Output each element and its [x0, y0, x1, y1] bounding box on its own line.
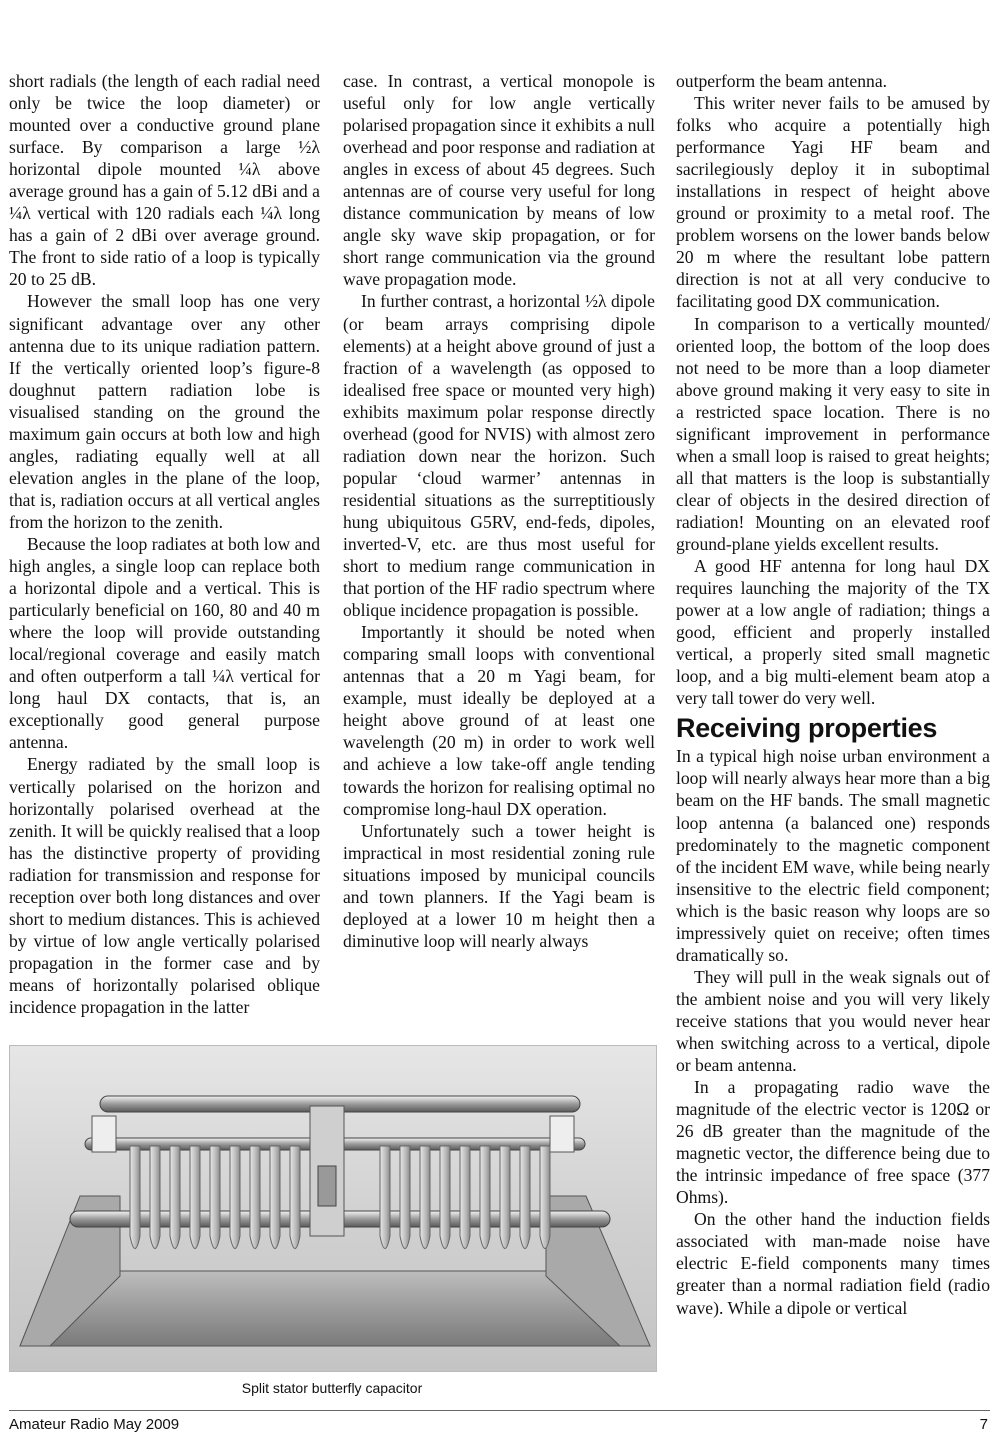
capacitor-plate [460, 1146, 470, 1249]
capacitor-plate [480, 1146, 490, 1249]
capacitor-plate [520, 1146, 530, 1249]
paragraph: outperform the beam antenna. [676, 71, 888, 91]
figure-caption: Split stator butterfly capacitor [241, 1380, 423, 1396]
capacitor-plate [150, 1146, 160, 1249]
capacitor-plate [230, 1146, 240, 1249]
capacitor-plate [500, 1146, 510, 1249]
capacitor-plate [380, 1146, 390, 1249]
paragraph: A good HF antenna for long haul DX requires launching the majority of the TX power at a low angle of radiation; things a good, efficient and properly installed vertical, a properly sited small magnetic loop, and a big multi-element beam atop a very tall tower do very well. [676, 556, 990, 709]
paragraph: In further contrast, a horizontal ½λ dipole (or beam arrays comprising dipole elements) at a height above ground of just a fraction of a wavelength (as opposed to idealised free space or mounted very high) exhibits maximum polar response directly overhead (good for NVIS) with almost zero radiation down near the horizon. Such popular ‘cloud warmer’ antennas in residential situations as the surreptitiously hung ubiquitous G5RV, end-feds, dipoles, inverted-V, etc. are thus most useful for short to medium range communication in that portion of the HF radio spectrum where oblique incidence propagation is possible. [343, 291, 655, 621]
capacitor-plate [250, 1146, 260, 1249]
capacitor-plate [190, 1146, 200, 1249]
capacitor-plate [540, 1146, 550, 1249]
paragraph: short radials (the length of each radial need only be twice the loop diameter) or mounted over a conductive ground plane surface. By comparison a large ½λ horizontal dipole mounted ¼λ above average ground has a gain of 5.12 dBi and a ¼λ vertical with 120 radials each ¼λ long has a gain of 2 dBi over average ground. The front to side ratio of a loop is typically 20 to 25 dB. [9, 71, 320, 290]
capacitor-plate [290, 1146, 300, 1249]
column-2 [343, 70, 655, 952]
section-heading: Receiving properties [676, 713, 938, 744]
paragraph: In comparison to a vertically mounted/ oriented loop, the bottom of the loop does not need to be more than a loop diameter above ground making it very easy to site in a restricted space location. There is no significant improvement in performance when a small loop is raised to great heights; all that matters is the loop is substantially clear of objects in the desired direction of radiation! Mounting on an elevated roof ground-plane yields excellent results. [676, 313, 990, 554]
capacitor-plate [210, 1146, 220, 1249]
paragraph: In a typical high noise urban environment a loop will nearly always hear more than a big beam on the HF bands. The small magnetic loop antenna (a balanced one) responds predominately to the magnetic component of the incident EM wave, while being nearly insensitive to the electric field component; which is the basic reason why loops are so impressively quiet on receive; often times dramatically so. [676, 746, 990, 965]
footer-divider [9, 1410, 990, 1411]
paragraph: Unfortunately such a tower height is impractical in most residential zoning rule situations imposed by municipal councils and town planners. If the Yagi beam is deployed at a lower 10 m height then a diminutive loop will nearly always [343, 820, 655, 951]
column-3 [676, 70, 990, 1319]
paragraph: However the small loop has one very significant advantage over any other antenna due to its unique radiation pattern. If the vertically oriented loop’s figure-8 doughnut pattern radiation lobe is visualised standing on the ground the maximum gain occurs at both low and high angles, radiating equally well at all elevation angles in the plane of the loop, that is, radiation occurs at all vertical angles from the horizon to the zenith. [9, 291, 320, 532]
capacitor-plate [420, 1146, 430, 1249]
capacitor-plate [170, 1146, 180, 1249]
column-1 [9, 70, 320, 1018]
capacitor-plate [270, 1146, 280, 1249]
page-number: 7 [979, 1416, 988, 1433]
paragraph: On the other hand the induction fields associated with man-made noise have electric E-field components many times greater than a normal radiation field (radio wave). While a dipole or vertical [676, 1209, 990, 1318]
paragraph: Energy radiated by the small loop is vertically polarised on the horizon and horizontally polarised overhead at the zenith. It will be quickly realised that a loop has the distinctive property of providing radiation for transmission and response for reception over both long distances and over short to medium distances. This is achieved by virtue of low angle vertically polarised propagation in the former case and by means of horizontally polarised oblique incidence propagation in the latter [9, 754, 320, 1017]
capacitor-plate [130, 1146, 140, 1249]
capacitor-photo [9, 1045, 657, 1372]
footer-publication: Amateur Radio May 2009 [9, 1416, 180, 1433]
paragraph: This writer never fails to be amused by folks who acquire a potentially high performance Yagi HF beam and sacrilegiously deploy it in suboptimal installations in respect of height above ground or proximity to a metal roof. The problem worsens on the lower bands below 20 m where the resultant lobe pattern direction is not at all very conducive to facilitating good DX communication. [676, 93, 990, 312]
capacitor-plate [400, 1146, 410, 1249]
paragraph: In a propagating radio wave the magnitude of the electric vector is 120Ω or 26 dB greater than the magnitude of the magnetic vector, the difference being due to the intrinsic impedance of free space (377 Ohms). [676, 1077, 990, 1208]
paragraph: Importantly it should be noted when comparing small loops with conventional antennas that a 20 m Yagi beam, for example, must ideally be deployed at a height above ground of at least one wavelength (20 m) in order to work well and achieve a low take-off angle tending towards the horizon for realising optimal no compromise long-haul DX operation. [343, 622, 655, 819]
paragraph: They will pull in the weak signals out of the ambient noise and you will very likely receive stations that you would never hear when switching across to a vertical, dipole or beam antenna. [676, 966, 990, 1076]
paragraph: case. In contrast, a vertical monopole is useful only for low angle vertically polarised propagation since it exhibits a null overhead and poor response and radiation at angles in excess of about 45 degrees. Such antennas are of course very useful for long distance communication by means of low angle sky wave skip propagation, or for short range communication via the ground wave propagation mode. [343, 71, 655, 290]
paragraph: Because the loop radiates at both low and high angles, a single loop can replace both a horizontal dipole and a vertical. This is particularly beneficial on 160, 80 and 40 m where the loop will provide outstanding local/regional coverage and easily match and often outperform a tall ¼λ vertical for long haul DX contacts, that is, an exceptionally good general purpose antenna. [9, 533, 320, 753]
capacitor-plate [440, 1146, 450, 1249]
capacitor-illustration [10, 1046, 656, 1371]
